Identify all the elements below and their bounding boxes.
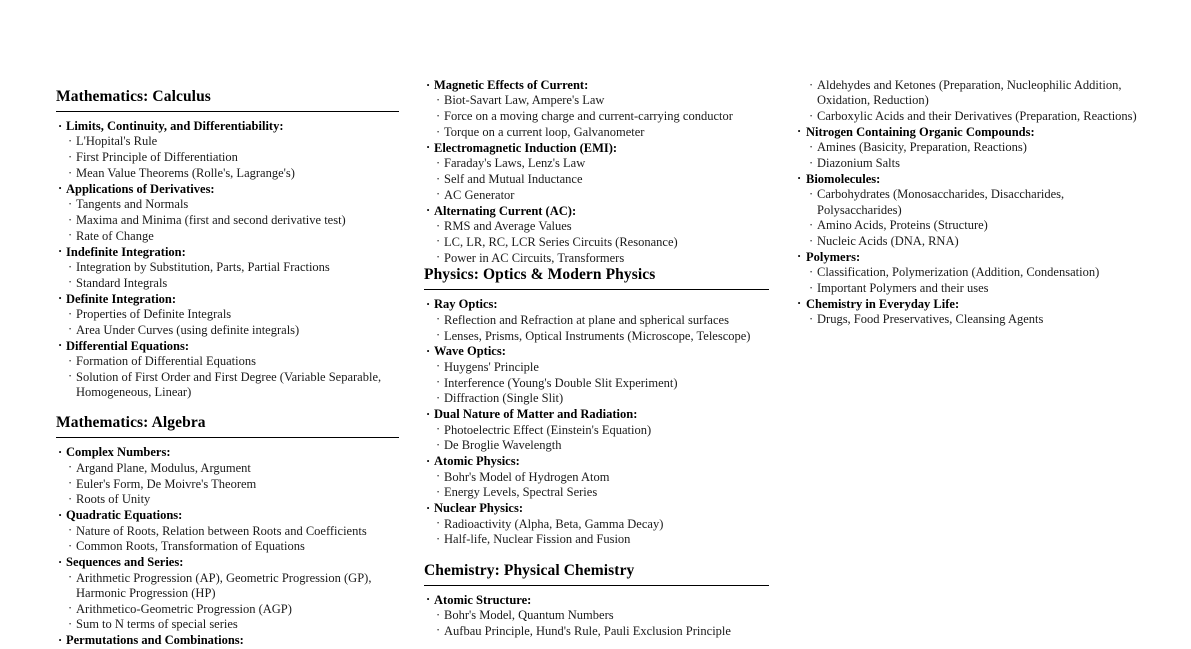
subtopic-label: Drugs, Food Preservatives, Cleansing Agents xyxy=(817,312,1044,327)
subtopic-item xyxy=(792,312,1137,327)
document-section xyxy=(56,414,399,648)
bullet-icon: · xyxy=(809,264,814,279)
subtopic-item xyxy=(56,323,399,338)
subtopic-label: Tangents and Normals xyxy=(76,197,189,212)
subtopic-label: Nucleic Acids (DNA, RNA) xyxy=(817,234,959,249)
bullet-icon: · xyxy=(436,469,441,484)
subtopic-label: Force on a moving charge and current-carrying conductor xyxy=(444,109,733,124)
subtopic-item xyxy=(56,539,399,554)
topic-list xyxy=(56,119,399,400)
subtopic-list xyxy=(792,78,1137,124)
bullet-icon: · xyxy=(68,306,73,321)
topic-item xyxy=(56,119,399,181)
subtopic-label: Carbohydrates (Monosaccharides, Disaccharides, Polysaccharides) xyxy=(817,187,1065,217)
subtopic-list xyxy=(424,360,769,407)
bullet-icon: · xyxy=(436,531,441,546)
bullet-icon: · xyxy=(68,523,73,538)
topic-title: · Permutations and Combinations: xyxy=(56,633,399,648)
bullet-icon: · xyxy=(436,124,441,139)
subtopic-item xyxy=(424,172,769,187)
subtopic-label: Integration by Substitution, Parts, Partial Fractions xyxy=(76,260,330,274)
topic-item xyxy=(56,508,399,555)
bullet-icon: · xyxy=(436,623,441,638)
topic-title: · Definite Integration: xyxy=(56,292,399,307)
subtopic-label: Lenses, Prisms, Optical Instruments (Microscope, Telescope) xyxy=(444,328,751,343)
topic-item xyxy=(424,344,769,406)
topic-title: · Magnetic Effects of Current: xyxy=(424,78,769,93)
subtopic-item xyxy=(424,485,769,500)
bullet-icon: · xyxy=(68,149,73,164)
subtopic-label: Half-life, Nuclear Fission and Fusion xyxy=(444,532,631,547)
subtopic-item xyxy=(56,197,399,212)
document-section xyxy=(424,266,769,547)
topic-list xyxy=(424,78,769,266)
subtopic-list xyxy=(792,265,1137,296)
subtopic-label: Arithmetico-Geometric Progression (AGP) xyxy=(76,601,292,616)
subtopic-item xyxy=(424,313,769,328)
section-heading: Mathematics: Algebra xyxy=(56,414,206,432)
subtopic-item xyxy=(424,125,769,140)
bullet-icon: · xyxy=(436,390,441,405)
bullet-icon: · xyxy=(809,155,814,170)
subtopic-label: Aldehydes and Ketones (Preparation, Nucleophilic Addition, Oxidation, Reduction) xyxy=(817,78,1122,108)
topic-title: · Indefinite Integration: xyxy=(56,245,399,260)
document-section xyxy=(792,125,1137,328)
bullet-icon: · xyxy=(68,165,73,180)
bullet-icon: · xyxy=(68,570,73,585)
subtopic-label: Biot-Savart Law, Ampere's Law xyxy=(444,93,605,108)
topic-title: · Electromagnetic Induction (EMI): xyxy=(424,141,769,156)
subtopic-label: Properties of Definite Integrals xyxy=(76,307,232,321)
subtopic-label: Bohr's Model of Hydrogen Atom xyxy=(444,469,610,484)
subtopic-item xyxy=(424,188,769,203)
topic-item xyxy=(792,125,1137,172)
bullet-icon: · xyxy=(436,234,441,249)
subtopic-item xyxy=(56,354,399,369)
subtopic-label: Photoelectric Effect (Einstein's Equation) xyxy=(444,422,652,437)
subtopic-label: Rate of Change xyxy=(76,228,154,243)
bullet-icon: · xyxy=(809,280,814,295)
subtopic-item xyxy=(792,156,1137,171)
topic-title: · Nitrogen Containing Organic Compounds: xyxy=(792,125,1137,140)
subtopic-item xyxy=(56,492,399,507)
heading-rule xyxy=(424,289,769,290)
subtopic-list xyxy=(792,140,1137,171)
subtopic-label: Sum to N terms of special series xyxy=(76,617,238,632)
bullet-icon: · xyxy=(436,359,441,374)
subtopic-label: Important Polymers and their uses xyxy=(817,281,989,296)
subtopic-item xyxy=(424,251,769,266)
subtopic-label: Self and Mutual Inductance xyxy=(444,172,583,186)
subtopic-list xyxy=(424,219,769,266)
subtopic-label: Interference (Young's Double Slit Experiment) xyxy=(444,375,678,390)
bullet-icon: · xyxy=(436,437,441,452)
subtopic-item xyxy=(424,376,769,391)
subtopic-label: LC, LR, RC, LCR Series Circuits (Resonance) xyxy=(444,234,678,249)
subtopic-label: Aufbau Principle, Hund's Rule, Pauli Exclusion Principle xyxy=(444,623,731,638)
bullet-icon: · xyxy=(436,187,441,202)
bullet-icon: · xyxy=(436,516,441,531)
subtopic-label: Maxima and Minima (first and second derivative test) xyxy=(76,213,346,227)
subtopic-item xyxy=(792,234,1137,249)
topic-item xyxy=(792,250,1137,297)
subtopic-item xyxy=(792,78,1137,109)
bullet-icon: · xyxy=(436,155,441,170)
topic-title: · Complex Numbers: xyxy=(56,445,399,460)
bullet-icon: · xyxy=(68,601,73,616)
topic-title: · Wave Optics: xyxy=(424,344,769,359)
subtopic-item xyxy=(56,166,399,181)
subtopic-item xyxy=(56,134,399,149)
subtopic-label: RMS and Average Values xyxy=(444,219,572,233)
subtopic-item xyxy=(56,276,399,291)
subtopic-item xyxy=(424,438,769,453)
topic-title: · Limits, Continuity, and Differentiability: xyxy=(56,119,399,134)
subtopic-label: Euler's Form, De Moivre's Theorem xyxy=(76,476,257,491)
topic-item xyxy=(424,454,769,501)
subtopic-item xyxy=(792,218,1137,233)
bullet-icon: · xyxy=(68,259,73,274)
subtopic-list xyxy=(56,354,399,400)
bullet-icon: · xyxy=(436,92,441,107)
topic-item xyxy=(56,182,399,244)
subtopic-list xyxy=(424,156,769,203)
topic-title: · Differential Equations: xyxy=(56,339,399,354)
subtopic-item xyxy=(792,281,1137,296)
subtopic-label: Energy Levels, Spectral Series xyxy=(444,485,598,500)
bullet-icon: · xyxy=(809,217,814,232)
subtopic-list xyxy=(424,517,769,548)
topic-item xyxy=(56,339,399,401)
subtopic-list xyxy=(56,134,399,181)
subtopic-item xyxy=(424,219,769,234)
subtopic-label: Faraday's Laws, Lenz's Law xyxy=(444,156,586,171)
bullet-icon: · xyxy=(436,484,441,499)
bullet-icon: · xyxy=(68,538,73,553)
subtopic-label: Reflection and Refraction at plane and spherical surfaces xyxy=(444,312,729,327)
document-section xyxy=(424,562,769,640)
subtopic-item xyxy=(56,260,399,275)
topic-item xyxy=(424,204,769,266)
topic-title: · Quadratic Equations: xyxy=(56,508,399,523)
topic-title: · Sequences and Series: xyxy=(56,555,399,570)
subtopic-label: Standard Integrals xyxy=(76,275,168,290)
document-section xyxy=(56,88,399,400)
subtopic-item xyxy=(56,307,399,322)
subtopic-label: Amines (Basicity, Preparation, Reactions) xyxy=(817,140,1027,155)
topic-item xyxy=(792,297,1137,328)
subtopic-label: Torque on a current loop, Galvanometer xyxy=(444,125,645,139)
subtopic-item xyxy=(424,329,769,344)
topic-item xyxy=(424,141,769,203)
subtopic-label: Common Roots, Transformation of Equations xyxy=(76,539,305,554)
subtopic-item xyxy=(424,235,769,250)
subtopic-list xyxy=(792,187,1137,249)
subtopic-item xyxy=(56,617,399,632)
bullet-icon: · xyxy=(809,311,814,326)
bullet-icon: · xyxy=(436,312,441,327)
subtopic-list xyxy=(424,313,769,344)
bullet-icon: · xyxy=(68,275,73,290)
column-3 xyxy=(792,0,1191,626)
bullet-icon: · xyxy=(436,607,441,622)
topic-title: · Polymers: xyxy=(792,250,1137,265)
subtopic-label: Diffraction (Single Slit) xyxy=(444,391,564,406)
subtopic-list xyxy=(56,307,399,338)
subtopic-list xyxy=(56,197,399,244)
topic-title: · Atomic Physics: xyxy=(424,454,769,469)
subtopic-label: Nature of Roots, Relation between Roots and Coefficients xyxy=(76,523,367,538)
topic-item xyxy=(56,555,399,633)
subtopic-label: Bohr's Model, Quantum Numbers xyxy=(444,608,614,623)
subtopic-list xyxy=(56,571,399,633)
bullet-icon: · xyxy=(809,233,814,248)
section-heading: Physics: Optics & Modern Physics xyxy=(424,266,656,284)
bullet-icon: · xyxy=(436,375,441,390)
bullet-icon: · xyxy=(68,476,73,491)
subtopic-item xyxy=(56,571,399,602)
subtopic-item xyxy=(56,213,399,228)
heading-rule xyxy=(56,437,399,438)
subtopic-label: Diazonium Salts xyxy=(817,156,900,171)
section-heading: Chemistry: Physical Chemistry xyxy=(424,561,635,579)
topic-list xyxy=(56,445,399,648)
topic-list xyxy=(424,593,769,640)
subtopic-item xyxy=(424,470,769,485)
subtopic-label: First Principle of Differentiation xyxy=(76,150,238,165)
subtopic-item xyxy=(424,608,769,623)
subtopic-label: L'Hopital's Rule xyxy=(76,134,158,149)
topic-title: · Ray Optics: xyxy=(424,297,769,312)
subtopic-label: Radioactivity (Alpha, Beta, Gamma Decay) xyxy=(444,516,664,531)
bullet-icon: · xyxy=(436,422,441,437)
topic-title: · Chemistry in Everyday Life: xyxy=(792,297,1137,312)
subtopic-list xyxy=(424,93,769,140)
topic-list xyxy=(792,125,1137,328)
subtopic-label: De Broglie Wavelength xyxy=(444,438,562,453)
subtopic-item xyxy=(792,265,1137,280)
subtopic-item xyxy=(792,187,1137,218)
subtopic-item xyxy=(424,360,769,375)
subtopic-label: Arithmetic Progression (AP), Geometric Progression (GP), Harmonic Progression (HP) xyxy=(76,570,372,600)
topic-item xyxy=(424,593,769,640)
bullet-icon: · xyxy=(68,212,73,227)
subtopic-label: Power in AC Circuits, Transformers xyxy=(444,250,625,265)
subtopic-item xyxy=(792,140,1137,155)
subtopic-item xyxy=(424,156,769,171)
topic-title: · Nuclear Physics: xyxy=(424,501,769,516)
subtopic-item xyxy=(424,532,769,547)
subtopic-label: Solution of First Order and First Degree (Variable Separable, Homogeneous, Linear) xyxy=(76,369,382,400)
subtopic-item xyxy=(56,602,399,617)
subtopic-item xyxy=(424,624,769,639)
subtopic-list xyxy=(56,260,399,291)
subtopic-label: Roots of Unity xyxy=(76,492,151,507)
topic-item xyxy=(56,245,399,292)
subtopic-item xyxy=(56,150,399,165)
bullet-icon: · xyxy=(809,77,814,92)
bullet-icon: · xyxy=(809,108,814,123)
subtopic-label: Amino Acids, Proteins (Structure) xyxy=(817,218,988,233)
subtopic-label: Area Under Curves (using definite integrals) xyxy=(76,322,300,337)
subtopic-list xyxy=(56,461,399,508)
topic-item xyxy=(424,407,769,454)
heading-rule xyxy=(424,585,769,586)
bullet-icon: · xyxy=(436,218,441,233)
subtopic-item xyxy=(424,109,769,124)
subtopic-list xyxy=(792,312,1137,327)
topic-item xyxy=(792,172,1137,250)
topic-title: · Atomic Structure: xyxy=(424,593,769,608)
bullet-icon: · xyxy=(68,228,73,243)
bullet-icon: · xyxy=(68,322,73,337)
bullet-icon: · xyxy=(436,108,441,123)
subtopic-label: Huygens' Principle xyxy=(444,359,539,374)
topic-title: · Biomolecules: xyxy=(792,172,1137,187)
subtopic-label: Classification, Polymerization (Addition, Condensation) xyxy=(817,265,1100,280)
subtopic-label: Argand Plane, Modulus, Argument xyxy=(76,460,251,475)
topic-item xyxy=(56,292,399,339)
subtopic-item xyxy=(424,517,769,532)
subtopic-label: Carboxylic Acids and their Derivatives (Preparation, Reactions) xyxy=(817,109,1137,124)
bullet-icon: · xyxy=(68,133,73,148)
subtopic-item xyxy=(424,423,769,438)
topic-item xyxy=(56,633,399,648)
heading-rule xyxy=(56,111,399,112)
bullet-icon: · xyxy=(68,196,73,211)
subtopic-label: Mean Value Theorems (Rolle's, Lagrange's) xyxy=(76,166,295,180)
subtopic-list xyxy=(424,423,769,454)
subtopic-item xyxy=(56,229,399,244)
subtopic-item xyxy=(56,370,399,401)
subtopic-item xyxy=(792,109,1137,124)
subtopic-list xyxy=(424,470,769,501)
bullet-icon: · xyxy=(68,491,73,506)
bullet-icon: · xyxy=(68,460,73,475)
column-1 xyxy=(0,0,424,648)
bullet-icon: · xyxy=(809,139,814,154)
topic-title: · Dual Nature of Matter and Radiation: xyxy=(424,407,769,422)
subtopic-label: Formation of Differential Equations xyxy=(76,354,256,368)
column-2 xyxy=(424,0,792,638)
subtopic-item xyxy=(56,461,399,476)
subtopic-item xyxy=(56,524,399,539)
topic-list xyxy=(424,297,769,547)
topic-item xyxy=(424,501,769,548)
topic-item xyxy=(56,445,399,507)
topic-item xyxy=(424,78,769,140)
subtopic-list xyxy=(424,608,769,639)
topic-item xyxy=(424,297,769,344)
topic-title: · Applications of Derivatives: xyxy=(56,182,399,197)
bullet-icon: · xyxy=(68,353,73,368)
subtopic-item xyxy=(56,477,399,492)
section-heading: Mathematics: Calculus xyxy=(56,88,211,105)
bullet-icon: · xyxy=(68,616,73,631)
subtopic-label: AC Generator xyxy=(444,187,515,202)
bullet-icon: · xyxy=(809,186,814,201)
bullet-icon: · xyxy=(436,171,441,186)
subtopic-item xyxy=(424,93,769,108)
subtopic-item xyxy=(424,391,769,406)
topic-title: · Alternating Current (AC): xyxy=(424,204,769,219)
bullet-icon: · xyxy=(436,328,441,343)
bullet-icon: · xyxy=(436,250,441,265)
subtopic-list xyxy=(56,524,399,555)
bullet-icon: · xyxy=(68,369,73,384)
